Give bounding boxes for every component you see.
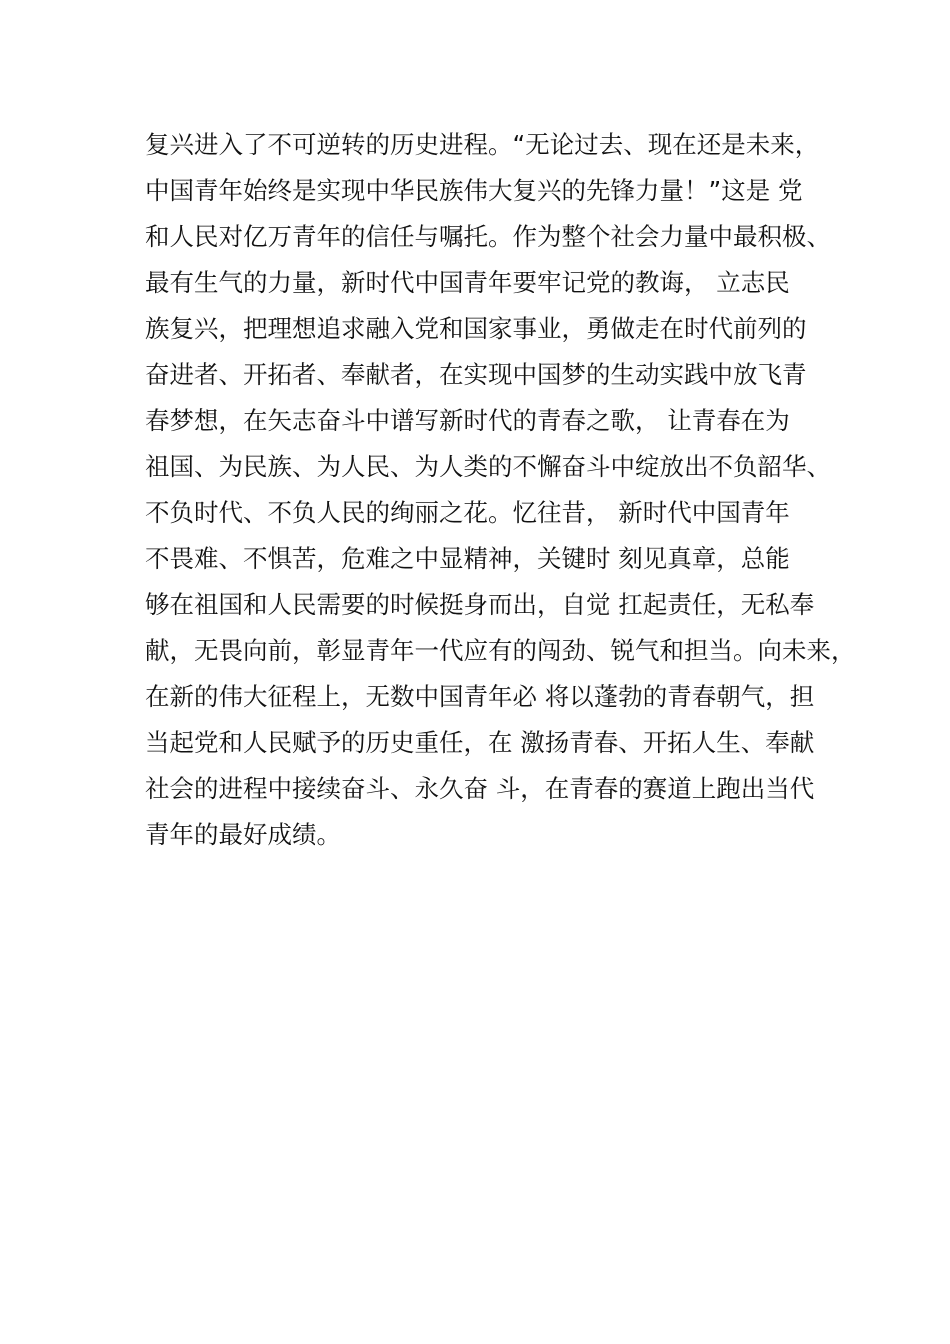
text-line: 不畏难、不惧苦，危难之中显精神，关键时 刻见真章，总能: [145, 544, 790, 573]
text-line: 族复兴，把理想追求融入党和国家事业，勇做走在时代前列的: [145, 314, 807, 343]
text-line: 春梦想，在矢志奋斗中谱写新时代的青春之歌， 让青春在为: [145, 406, 790, 435]
text-line: 不负时代、不负人民的绚丽之花。忆往昔， 新时代中国青年: [145, 498, 790, 527]
body-paragraph: [145, 122, 865, 858]
text-line: 在新的伟大征程上，无数中国青年必 将以蓬勃的青春朝气，担: [145, 682, 815, 711]
text-line: 青年的最好成绩。: [145, 820, 341, 849]
text-line: 和人民对亿万青年的信任与嘱托。作为整个社会力量中最积极、: [145, 222, 831, 251]
text-line: 祖国、为民族、为人民、为人类的不懈奋斗中绽放出不负韶华、: [145, 452, 831, 481]
text-line: 够在祖国和人民需要的时候挺身而出，自觉 扛起责任，无私奉: [145, 590, 815, 619]
text-line: 复兴进入了不可逆转的历史进程。“无论过去、现在还是未来，: [145, 130, 820, 159]
text-line: 当起党和人民赋予的历史重任，在 激扬青春、开拓人生、奉献: [145, 728, 815, 757]
text-line: 中国青年始终是实现中华民族伟大复兴的先锋力量！”这是 党: [145, 176, 803, 205]
text-line: 社会的进程中接续奋斗、永久奋 斗，在青春的赛道上跑出当代: [145, 774, 815, 803]
text-line: 献，无畏向前，彰显青年一代应有的闯劲、锐气和担当。向未来，: [145, 636, 856, 665]
text-line: 最有生气的力量，新时代中国青年要牢记党的教诲， 立志民: [145, 268, 790, 297]
text-line: 奋进者、开拓者、奉献者，在实现中国梦的生动实践中放飞青: [145, 360, 807, 389]
